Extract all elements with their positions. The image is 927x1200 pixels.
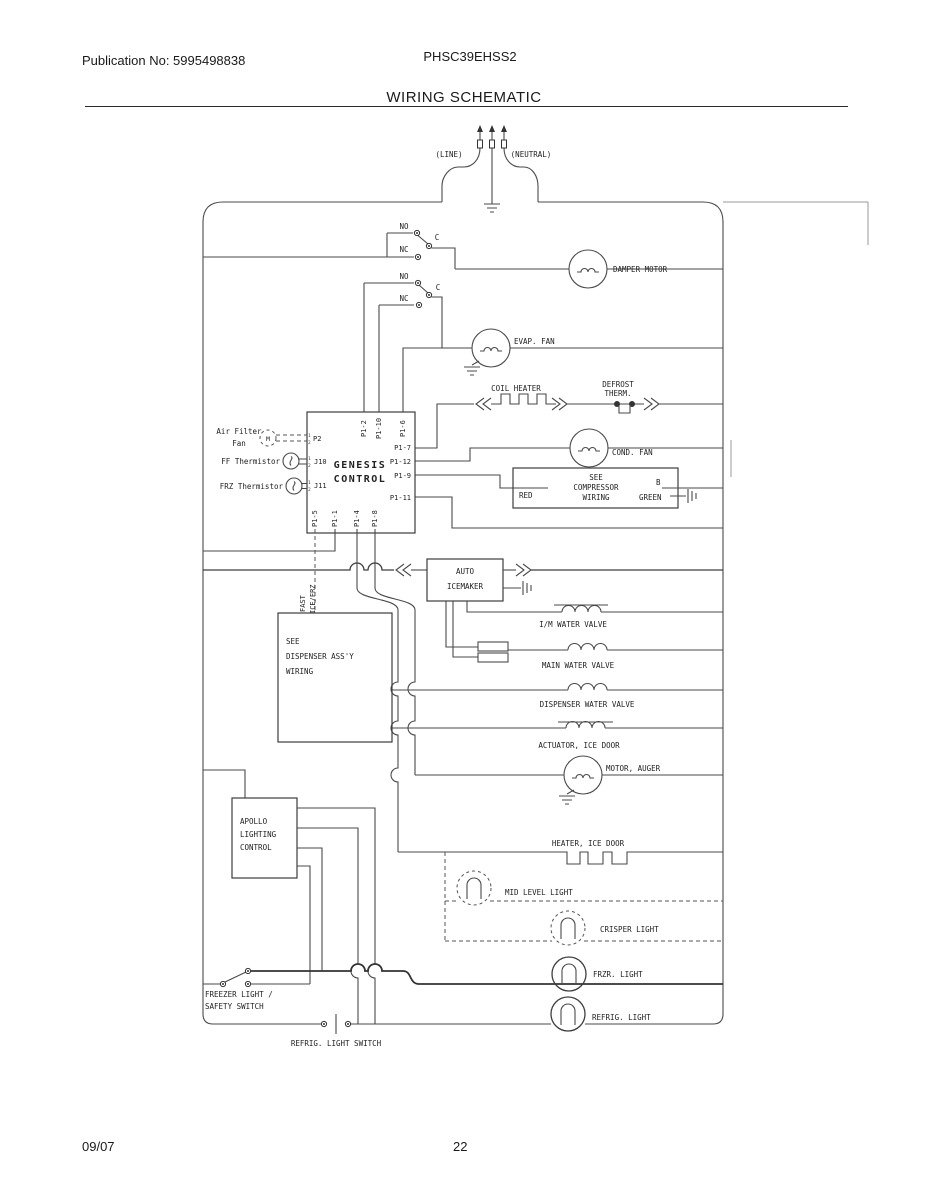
refrig-light-circuit bbox=[291, 997, 651, 1048]
defrost-therm-label-1: DEFROST bbox=[602, 380, 634, 389]
actuator-ice-door-row bbox=[392, 722, 723, 750]
evap-fan-label: EVAP. FAN bbox=[514, 337, 555, 346]
auger-motor-icon bbox=[564, 756, 602, 794]
genesis-label-2: CONTROL bbox=[333, 474, 387, 485]
pin-p1-7: P1-7 bbox=[394, 444, 411, 452]
connector-p2: P2 bbox=[313, 435, 322, 443]
footer-date: 09/07 bbox=[82, 1139, 115, 1154]
freezer-switch-label-2: SAFETY SWITCH bbox=[205, 1002, 264, 1011]
neutral-label: (NEUTRAL) bbox=[510, 150, 552, 159]
auger-motor-row bbox=[415, 756, 723, 804]
compressor-section bbox=[415, 468, 723, 508]
sw1-no-label: NO bbox=[399, 222, 409, 231]
dispenser-box-label-3: WIRING bbox=[286, 667, 314, 676]
page-title: WIRING SCHEMATIC bbox=[386, 89, 542, 106]
ground-icon bbox=[503, 581, 531, 595]
defrost-therm-label-2: THERM. bbox=[604, 389, 632, 398]
compressor-label-3: WIRING bbox=[582, 493, 610, 502]
connector-chevron-icon bbox=[644, 398, 659, 410]
dispenser-assy-box bbox=[278, 613, 392, 742]
dashed-lights bbox=[445, 852, 723, 945]
compressor-green-label: GREEN bbox=[639, 493, 662, 502]
frz-thermistor-label: FRZ Thermistor bbox=[219, 482, 283, 491]
crisper-light-label: CRISPER LIGHT bbox=[600, 925, 659, 934]
footer-page-number: 22 bbox=[453, 1139, 468, 1154]
genesis-control bbox=[307, 412, 415, 533]
connector-plug-icon bbox=[478, 642, 508, 651]
dispenser-assy-box-group bbox=[278, 613, 392, 742]
refrig-light-icon bbox=[551, 997, 585, 1031]
power-plug bbox=[435, 125, 551, 212]
heater-icon bbox=[398, 852, 723, 864]
p2-pin2: 2 bbox=[308, 441, 311, 446]
sw1-c-label: C bbox=[434, 233, 440, 242]
solenoid-coil-icon bbox=[568, 644, 607, 651]
ground-icon bbox=[670, 489, 696, 503]
pin-p1-9: P1-9 bbox=[394, 472, 411, 480]
genesis-label-1: GENESIS bbox=[333, 460, 387, 471]
j10-pin1: 1 bbox=[308, 457, 311, 462]
apollo-label-2: LIGHTING bbox=[240, 830, 277, 839]
damper-relay-contacts bbox=[203, 222, 455, 412]
pin-p1-8: P1-8 bbox=[371, 510, 379, 527]
evap-fan-row bbox=[403, 329, 723, 412]
im-water-valve-row bbox=[467, 601, 723, 629]
cond-fan-row bbox=[415, 429, 723, 467]
apollo-lighting-group bbox=[203, 770, 375, 1024]
connector-chevron-icon bbox=[516, 564, 531, 576]
icemaker-row bbox=[203, 559, 723, 601]
connector-j11: J11 bbox=[314, 482, 327, 490]
freezer-light-circuit bbox=[203, 957, 723, 1011]
damper-motor-icon bbox=[569, 250, 607, 288]
dispenser-water-valve-row bbox=[392, 684, 723, 710]
connector-chevron-icon bbox=[396, 564, 411, 576]
sw1-nc-label: NC bbox=[399, 245, 409, 254]
refrig-light-switch-label: REFRIG. LIGHT SWITCH bbox=[290, 1039, 382, 1048]
frzr-light-icon bbox=[552, 957, 586, 991]
dispenser-water-valve-label: DISPENSER WATER VALVE bbox=[539, 700, 635, 709]
pin-p1-2: P1-2 bbox=[360, 420, 368, 437]
line-label: (LINE) bbox=[435, 150, 463, 159]
auto-icemaker-box bbox=[427, 559, 503, 601]
compressor-red-label: RED bbox=[519, 491, 533, 500]
actuator-ice-door-label: ACTUATOR, ICE DOOR bbox=[538, 741, 620, 750]
auger-motor-label: MOTOR, AUGER bbox=[606, 764, 661, 773]
mid-level-light-label: MID LEVEL LIGHT bbox=[505, 888, 573, 897]
j11-pin1: 1 bbox=[308, 481, 311, 486]
coil-heater-label: COIL HEATER bbox=[491, 384, 541, 393]
plug-prong-icon bbox=[477, 125, 507, 148]
compressor-label-1: SEE bbox=[589, 473, 603, 482]
defrost-row bbox=[415, 380, 723, 448]
fast-ice-label-1: FAST bbox=[299, 595, 307, 612]
main-water-valve-label: MAIN WATER VALVE bbox=[541, 661, 615, 670]
cond-fan-icon bbox=[570, 429, 608, 467]
heater-ice-door-row bbox=[398, 839, 723, 864]
ground-icon bbox=[559, 790, 575, 804]
j11-pin2: 2 bbox=[308, 488, 311, 493]
sw2-nc-label: NC bbox=[399, 294, 409, 303]
pin-p1-11: P1-11 bbox=[389, 494, 411, 502]
heater-ice-door-label: HEATER, ICE DOOR bbox=[551, 839, 625, 848]
solenoid-coil-icon bbox=[568, 684, 607, 691]
j10-pin2: 2 bbox=[308, 464, 311, 469]
pin-p1-10: P1-10 bbox=[375, 417, 383, 439]
frzr-light-label: FRZR. LIGHT bbox=[593, 970, 643, 979]
connector-plug-icon bbox=[478, 653, 508, 662]
refrig-light-label: REFRIG. LIGHT bbox=[592, 1013, 651, 1022]
im-water-valve-label: I/M WATER VALVE bbox=[539, 620, 607, 629]
page-edge-artifact bbox=[723, 202, 868, 245]
air-filter-label-1: Air Filter bbox=[216, 427, 262, 436]
apollo-label-1: APOLLO bbox=[240, 817, 268, 826]
connector-j10: J10 bbox=[314, 458, 327, 466]
pin-p1-1: P1-1 bbox=[331, 510, 339, 527]
fast-ice-label-2: ICE/FRZ bbox=[309, 584, 317, 614]
compressor-b-label: B bbox=[656, 478, 661, 487]
pin-p1-6: P1-6 bbox=[399, 420, 407, 437]
ground-icon bbox=[464, 361, 480, 375]
pin-p1-5: P1-5 bbox=[311, 510, 319, 527]
dispenser-box-label-1: SEE bbox=[286, 637, 300, 646]
motor-m-label: M bbox=[266, 435, 270, 443]
damper-motor-row bbox=[455, 250, 723, 288]
pin-p1-12: P1-12 bbox=[389, 458, 411, 466]
compressor-label-2: COMPRESSOR bbox=[573, 483, 619, 492]
publication-number: Publication No: 5995498838 bbox=[82, 53, 246, 68]
mid-level-light-icon bbox=[457, 871, 491, 905]
cond-fan-label: COND. FAN bbox=[612, 448, 653, 457]
coil-heater-icon bbox=[491, 394, 556, 404]
solenoid-coil-icon bbox=[562, 606, 601, 613]
apollo-label-3: CONTROL bbox=[240, 843, 272, 852]
main-water-valve-row bbox=[446, 601, 723, 670]
freezer-switch-label-1: FREEZER LIGHT / bbox=[205, 990, 273, 999]
icemaker-label-1: AUTO bbox=[455, 567, 475, 576]
icemaker-label-2: ICEMAKER bbox=[446, 582, 484, 591]
p2-pin1: 1 bbox=[308, 434, 311, 439]
damper-motor-label: DAMPER MOTOR bbox=[613, 265, 668, 274]
sw2-no-label: NO bbox=[399, 272, 409, 281]
air-filter-label-2: Fan bbox=[232, 439, 246, 448]
dispenser-box-label-2: DISPENSER ASS'Y bbox=[286, 652, 354, 661]
p1-11-wire bbox=[415, 497, 723, 528]
connector-chevron-icon bbox=[476, 398, 491, 410]
model-number: PHSC39EHSS2 bbox=[423, 49, 517, 64]
ff-thermistor-label: FF Thermistor bbox=[221, 457, 280, 466]
defrost-thermostat-icon bbox=[619, 406, 630, 413]
sw2-c-label: C bbox=[435, 283, 441, 292]
pin-p1-4: P1-4 bbox=[353, 510, 361, 527]
crisper-light-icon bbox=[551, 911, 585, 945]
